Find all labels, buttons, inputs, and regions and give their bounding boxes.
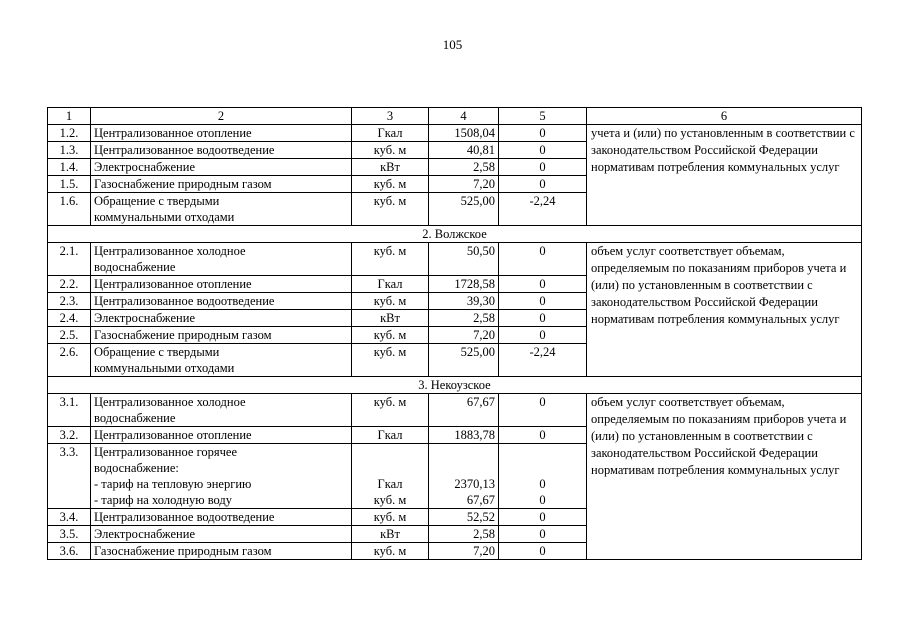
row-number: 1.3.	[48, 142, 91, 159]
unit: куб. м	[352, 543, 429, 560]
row-number: 2.6.	[48, 344, 91, 377]
value: 2,58	[429, 159, 499, 176]
row-number: 3.5.	[48, 526, 91, 543]
value: 7,20	[429, 176, 499, 193]
name-line: водоснабжение	[94, 260, 176, 274]
change: 0	[499, 142, 587, 159]
row-number: 3.6.	[48, 543, 91, 560]
unit: кВт	[352, 310, 429, 327]
row-number: 1.4.	[48, 159, 91, 176]
value-line: 2370,13	[454, 477, 495, 491]
unit: куб. м	[352, 243, 429, 276]
value: 1728,58	[429, 276, 499, 293]
unit	[352, 444, 429, 509]
value-line: 67,67	[466, 493, 495, 507]
value: 39,30	[429, 293, 499, 310]
change: -2,24	[499, 344, 587, 377]
unit: Гкал	[352, 125, 429, 142]
unit: куб. м	[352, 176, 429, 193]
row-number: 1.5.	[48, 176, 91, 193]
name-line: Обращение с твердыми	[94, 345, 220, 359]
header-cell: 6	[587, 108, 862, 125]
unit: Гкал	[352, 276, 429, 293]
row-number: 1.2.	[48, 125, 91, 142]
value	[429, 444, 499, 509]
change: 0	[499, 509, 587, 526]
page-number: 105	[442, 37, 463, 52]
service-name: Электроснабжение	[91, 310, 352, 327]
unit: кВт	[352, 526, 429, 543]
change-line: 0	[539, 493, 546, 507]
row-number: 2.2.	[48, 276, 91, 293]
value: 1508,04	[429, 125, 499, 142]
row-number: 3.1.	[48, 394, 91, 427]
service-name: Газоснабжение природным газом	[91, 327, 352, 344]
name-line: Централизованное холодное	[94, 395, 246, 409]
change: 0	[499, 293, 587, 310]
header-cell: 4	[429, 108, 499, 125]
change: 0	[499, 243, 587, 276]
name-line: водоснабжение	[94, 411, 176, 425]
change: 0	[499, 159, 587, 176]
table-row	[48, 125, 862, 142]
section-title: 3. Некоузское	[48, 377, 862, 394]
header-cell: 1	[48, 108, 91, 125]
name-line: коммунальными отходами	[94, 210, 235, 224]
change: 0	[499, 543, 587, 560]
change: 0	[499, 327, 587, 344]
service-name: Электроснабжение	[91, 526, 352, 543]
name-line: водоснабжение:	[94, 461, 179, 475]
row-number: 3.3.	[48, 444, 91, 509]
tariff-table	[47, 107, 862, 560]
description-cell: объем услуг соответствует объемам, определяемым по показаниям приборов учета и (или) по установленным в соответствии с законодательством Российской Федерации нормативам потребления коммунальных услуг	[587, 243, 862, 377]
description-cell: учета и (или) по установленным в соответствии с законодательством Российской Федерации нормативам потребления коммунальных услуг	[587, 125, 862, 226]
section-header-row	[48, 377, 862, 394]
header-cell: 3	[352, 108, 429, 125]
change: 0	[499, 427, 587, 444]
value: 2,58	[429, 526, 499, 543]
section-title: 2. Волжское	[48, 226, 862, 243]
row-number: 2.3.	[48, 293, 91, 310]
service-name: Централизованное водоотведение	[91, 509, 352, 526]
unit: кВт	[352, 159, 429, 176]
service-name: Газоснабжение природным газом	[91, 543, 352, 560]
value: 525,00	[429, 344, 499, 377]
description-cell: объем услуг соответствует объемам, определяемым по показаниям приборов учета и (или) по установленным в соответствии с законодательством Российской Федерации нормативам потребления коммунальных услуг	[587, 394, 862, 560]
unit: Гкал	[352, 427, 429, 444]
section-header-row	[48, 226, 862, 243]
row-number: 3.4.	[48, 509, 91, 526]
name-line: Обращение с твердыми	[94, 194, 220, 208]
unit: куб. м	[352, 293, 429, 310]
change: 0	[499, 176, 587, 193]
table-row	[48, 243, 862, 276]
row-number: 2.4.	[48, 310, 91, 327]
unit: куб. м	[352, 142, 429, 159]
row-number: 2.1.	[48, 243, 91, 276]
value: 40,81	[429, 142, 499, 159]
service-name: Централизованное водоотведение	[91, 142, 352, 159]
value: 525,00	[429, 193, 499, 226]
unit: куб. м	[352, 509, 429, 526]
value: 67,67	[429, 394, 499, 427]
name-line: - тариф на тепловую энергию	[94, 477, 252, 491]
name-line: Централизованное горячее	[94, 445, 238, 459]
change: 0	[499, 276, 587, 293]
unit-line: куб. м	[373, 493, 407, 507]
unit: куб. м	[352, 394, 429, 427]
value: 1883,78	[429, 427, 499, 444]
row-number: 2.5.	[48, 327, 91, 344]
service-name	[91, 193, 352, 226]
value: 2,58	[429, 310, 499, 327]
service-name: Электроснабжение	[91, 159, 352, 176]
service-name: Централизованное отопление	[91, 276, 352, 293]
service-name	[91, 243, 352, 276]
name-line: Централизованное холодное	[94, 244, 246, 258]
change-line: 0	[539, 477, 546, 491]
service-name	[91, 444, 352, 509]
value: 50,50	[429, 243, 499, 276]
service-name: Централизованное отопление	[91, 427, 352, 444]
header-row	[48, 108, 862, 125]
unit: куб. м	[352, 327, 429, 344]
service-name: Централизованное отопление	[91, 125, 352, 142]
name-line: - тариф на холодную воду	[94, 493, 233, 507]
unit-line: Гкал	[377, 477, 403, 491]
unit: куб. м	[352, 193, 429, 226]
value: 7,20	[429, 327, 499, 344]
header-cell: 2	[91, 108, 352, 125]
row-number: 1.6.	[48, 193, 91, 226]
unit: куб. м	[352, 344, 429, 377]
service-name: Централизованное водоотведение	[91, 293, 352, 310]
name-line: коммунальными отходами	[94, 361, 235, 375]
row-number: 3.2.	[48, 427, 91, 444]
value: 52,52	[429, 509, 499, 526]
change: 0	[499, 310, 587, 327]
change	[499, 444, 587, 509]
change: 0	[499, 526, 587, 543]
table-row	[48, 394, 862, 427]
service-name	[91, 344, 352, 377]
change: -2,24	[499, 193, 587, 226]
header-cell: 5	[499, 108, 587, 125]
service-name	[91, 394, 352, 427]
value: 7,20	[429, 543, 499, 560]
service-name: Газоснабжение природным газом	[91, 176, 352, 193]
change: 0	[499, 125, 587, 142]
change: 0	[499, 394, 587, 427]
